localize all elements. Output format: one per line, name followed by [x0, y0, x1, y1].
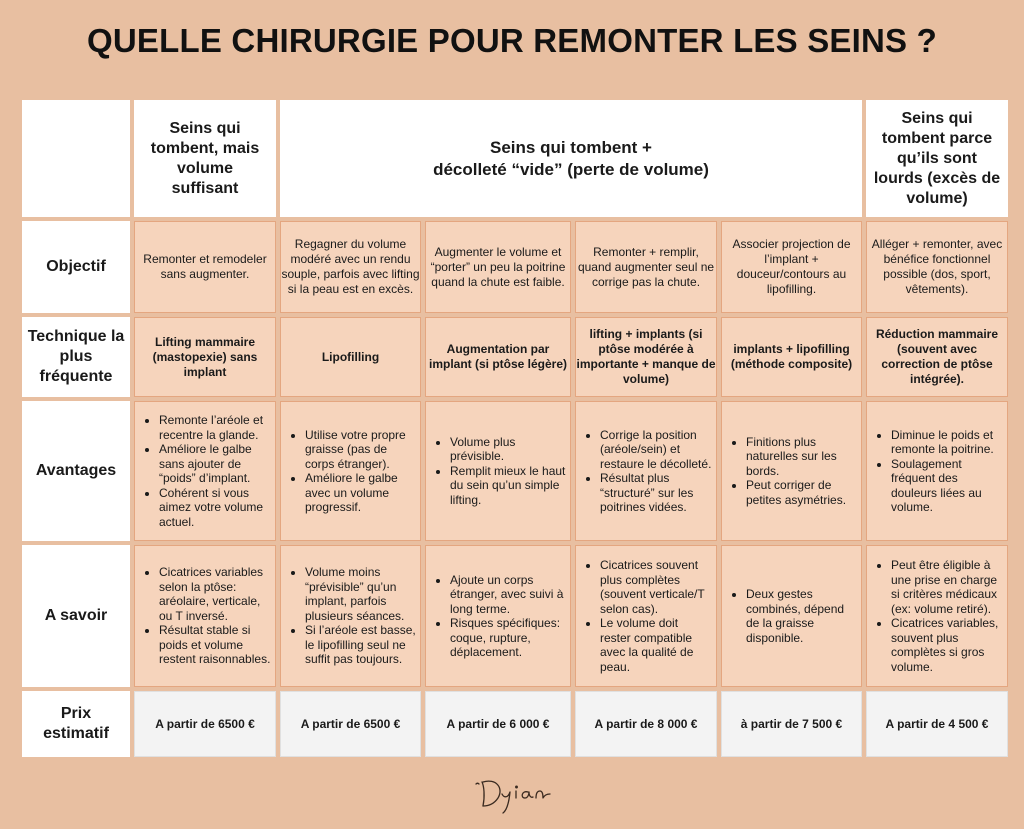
list-item: • Peut corriger de petites asymétries. — [746, 478, 857, 507]
objectif-cell: Remonter + remplir, quand augmenter seul ne corrige pas la chute. — [575, 221, 717, 313]
a-savoir-cell — [575, 545, 717, 687]
objectif-cell: Remonter et remodeler sans augmenter. — [134, 221, 276, 313]
row-label-prix — [22, 691, 130, 757]
row-objectif — [22, 221, 1008, 313]
avantages-cell — [280, 401, 421, 541]
technique-cell: implants + lipofilling (méthode composite) — [721, 317, 862, 397]
a-savoir-cell — [134, 545, 276, 687]
corner-cell — [22, 100, 130, 217]
objectif-cell: Alléger + remonter, avec bénéfice fonctionnel possible (dos, sport, vêtements). — [866, 221, 1008, 313]
bullet-list — [426, 435, 570, 508]
objectif-cell: Regagner du volume modéré avec un rendu souple, parfois avec lifting si la peau est en excès. — [280, 221, 421, 313]
list-item: • Volume plus prévisible. — [450, 435, 566, 464]
list-item: • Finitions plus naturelles sur les bords. — [746, 435, 857, 479]
bullet-list — [281, 428, 420, 515]
bullet-list — [867, 428, 1007, 515]
column-header-volume-suffisant — [134, 100, 276, 217]
list-item: • Si l’aréole est basse, le lipofilling seul ne suffit pas toujours. — [305, 623, 416, 667]
list-item: • Diminue le poids et remonte la poitrine. — [891, 428, 1003, 457]
column-header-label: Seins qui tombent parce qu’ils sont lourds (excès de volume) — [873, 109, 1001, 207]
column-header-perte-volume — [280, 100, 862, 217]
a-savoir-cell — [866, 545, 1008, 687]
list-item: • Cicatrices souvent plus complètes (souvent verticale/T selon cas). — [600, 558, 712, 616]
list-item: • Ajoute un corps étranger, avec suivi à long terme. — [450, 573, 566, 617]
avantages-cell — [134, 401, 276, 541]
avantages-cell — [721, 401, 862, 541]
list-item: • Remonte l’aréole et recentre la glande. — [159, 413, 271, 442]
row-label-line1: Prix — [60, 705, 92, 722]
price-cell: A partir de 6500 € — [134, 691, 276, 757]
list-item: • Risques spécifiques: coque, rupture, déplacement. — [450, 616, 566, 660]
row-label-avantages: Avantages — [22, 401, 130, 541]
objectif-cell: Augmenter le volume et “porter” un peu la poitrine quand la chute est faible. — [425, 221, 571, 313]
price-cell: A partir de 6 000 € — [425, 691, 571, 757]
row-prix — [22, 691, 1008, 757]
row-label-text: Technique la plus fréquente — [27, 328, 125, 385]
column-header-line1: Seins qui tombent + — [490, 137, 652, 157]
row-avantages — [22, 401, 1008, 541]
bullet-list — [576, 558, 716, 674]
list-item: • Utilise votre propre graisse (pas de corps étranger). — [305, 428, 416, 472]
column-header-label: Seins qui tombent, mais volume suffisant — [150, 119, 260, 197]
price-cell: A partir de 4 500 € — [866, 691, 1008, 757]
bullet-list — [135, 565, 275, 667]
list-item: • Améliore le galbe sans ajouter de “poids” d’implant. — [159, 442, 271, 486]
column-header-line2: décolleté “vide” (perte de volume) — [433, 159, 709, 179]
row-label-a-savoir: A savoir — [22, 545, 130, 687]
bullet-list — [281, 565, 420, 667]
header-row — [22, 100, 1008, 217]
bullet-list — [426, 573, 570, 660]
comparison-table — [18, 96, 1012, 761]
list-item: • Résultat plus “structuré” sur les poitrines vidées. — [600, 471, 712, 515]
price-cell: A partir de 6500 € — [280, 691, 421, 757]
a-savoir-cell — [721, 545, 862, 687]
technique-cell: Réduction mammaire (souvent avec correction de ptôse intégrée). — [866, 317, 1008, 397]
page-title: QUELLE CHIRURGIE POUR REMONTER LES SEINS ? — [87, 22, 937, 59]
bullet-list — [722, 587, 861, 645]
bullet-list — [576, 428, 716, 515]
column-header-exces-volume — [866, 100, 1008, 217]
list-item: • Volume moins “prévisible” qu’un implant, parfois plusieurs séances. — [305, 565, 416, 623]
signature-logo — [470, 772, 560, 816]
technique-cell: lifting + implants (si ptôse modérée à importante + manque de volume) — [575, 317, 717, 397]
a-savoir-cell — [425, 545, 571, 687]
list-item: • Résultat stable si poids et volume restent raisonnables. — [159, 623, 271, 667]
technique-cell: Augmentation par implant (si ptôse légère) — [425, 317, 571, 397]
avantages-cell — [866, 401, 1008, 541]
list-item: • Soulagement fréquent des douleurs liées au volume. — [891, 457, 1003, 515]
bullet-list — [135, 413, 275, 529]
list-item: • Cohérent si vous aimez votre volume actuel. — [159, 486, 271, 530]
price-cell: A partir de 8 000 € — [575, 691, 717, 757]
technique-cell: Lifting mammaire (mastopexie) sans implant — [134, 317, 276, 397]
avantages-cell — [575, 401, 717, 541]
list-item: • Améliore le galbe avec un volume progressif. — [305, 471, 416, 515]
row-label-technique — [22, 317, 130, 397]
price-cell: à partir de 7 500 € — [721, 691, 862, 757]
a-savoir-cell — [280, 545, 421, 687]
list-item: • Le volume doit rester compatible avec la qualité de peau. — [600, 616, 712, 674]
list-item: • Cicatrices variables selon la ptôse: aréolaire, verticale, ou T inversé. — [159, 565, 271, 623]
row-technique — [22, 317, 1008, 397]
list-item: • Remplit mieux le haut du sein qu’un simple lifting. — [450, 464, 566, 508]
bullet-list — [722, 435, 861, 508]
row-a-savoir — [22, 545, 1008, 687]
list-item: • Deux gestes combinés, dépend de la graisse disponible. — [746, 587, 857, 645]
avantages-cell — [425, 401, 571, 541]
row-label-objectif: Objectif — [22, 221, 130, 313]
list-item: • Peut être éligible à une prise en charge si critères médicaux (ex: volume retiré). — [891, 558, 1003, 616]
technique-cell: Lipofilling — [280, 317, 421, 397]
list-item: • Cicatrices variables, souvent plus complètes si gros volume. — [891, 616, 1003, 674]
bullet-list — [867, 558, 1007, 674]
objectif-cell: Associer projection de l’implant + douceur/contours au lipofilling. — [721, 221, 862, 313]
list-item: • Corrige la position (aréole/sein) et restaure le décolleté. — [600, 428, 712, 472]
row-label-line2: estimatif — [43, 725, 109, 742]
